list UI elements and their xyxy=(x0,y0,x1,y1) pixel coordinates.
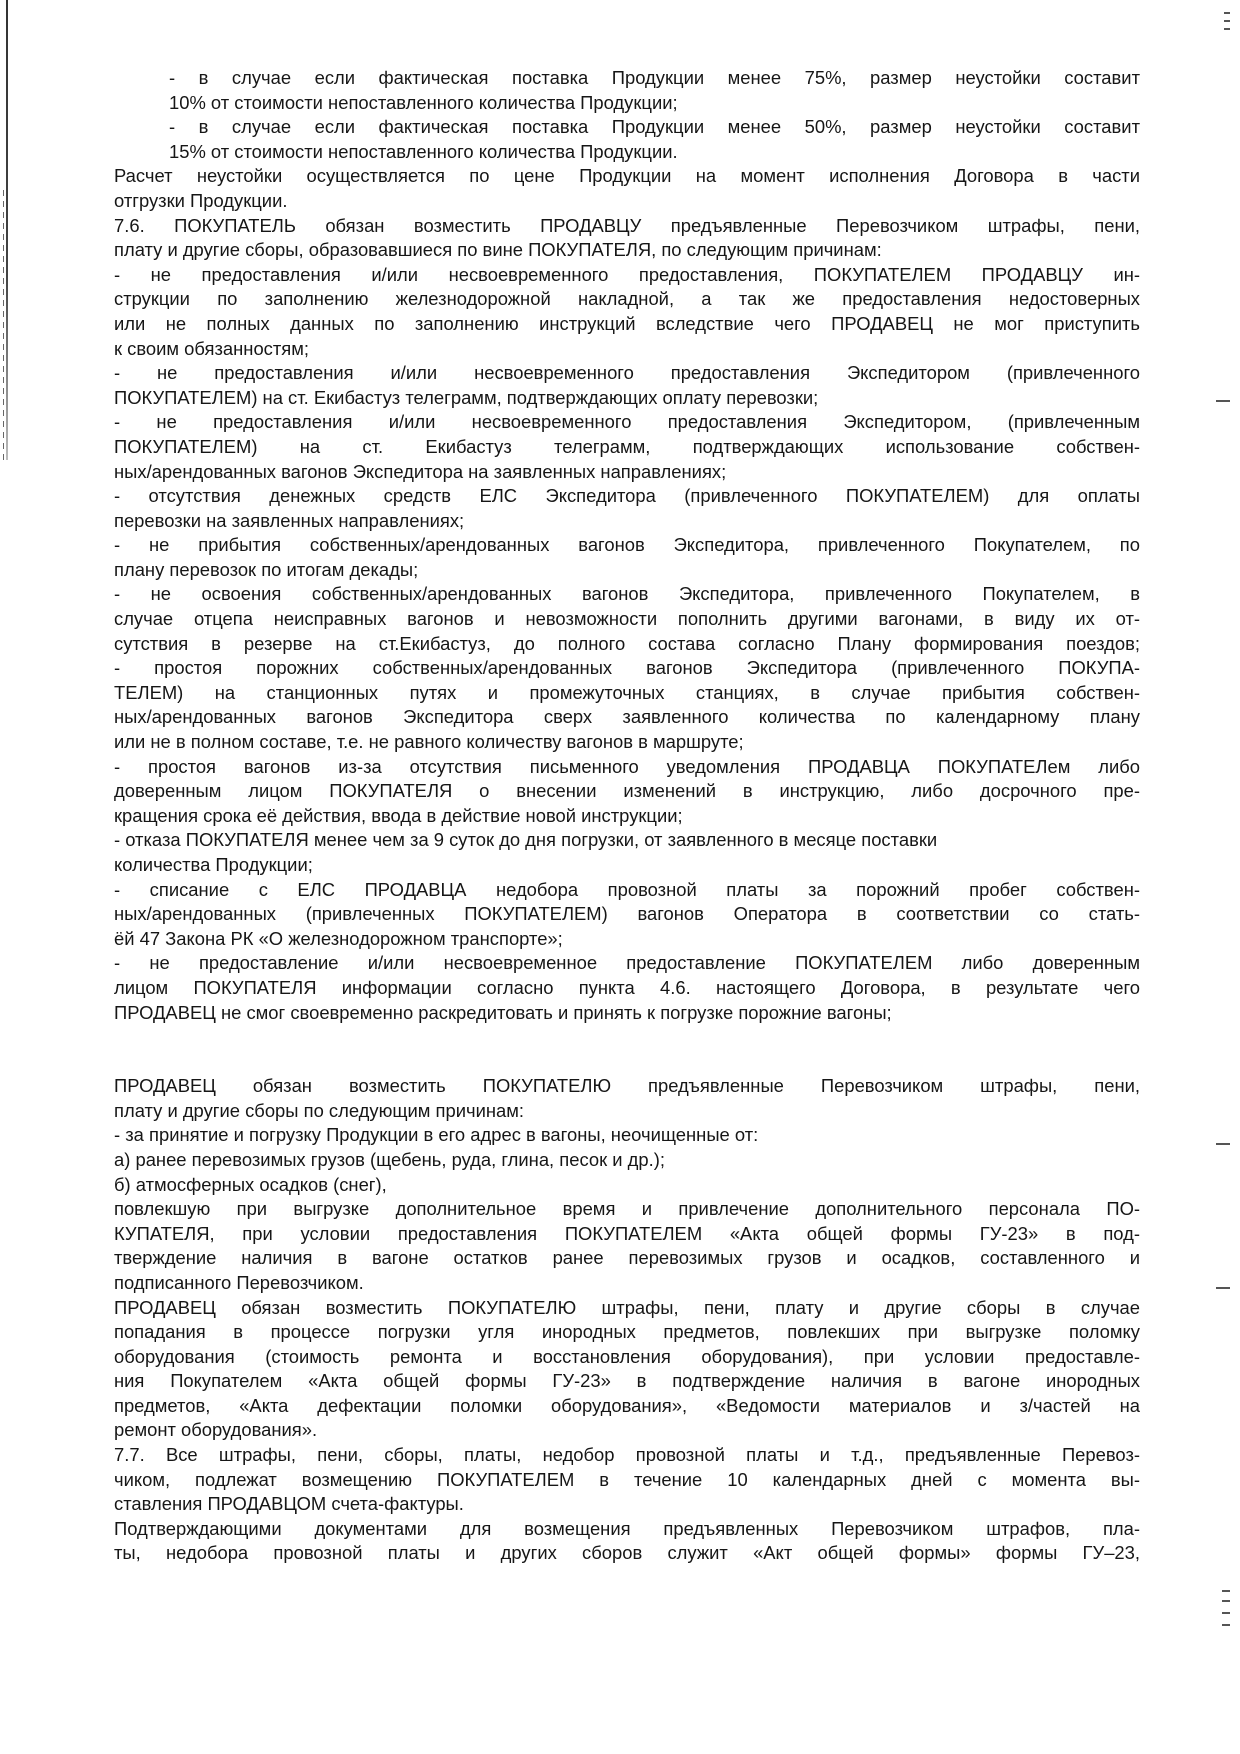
text-line: - простоя порожних собственных/арендованных вагонов Экспедитора (привлеченного ПОКУПА- xyxy=(114,657,1140,679)
text-line: ПРОДАВЕЦ обязан возместить ПОКУПАТЕЛЮ штрафы, пени, плату и другие сборы в случае xyxy=(114,1296,1140,1318)
blank-line xyxy=(114,1025,1140,1074)
text-line: ПРОДАВЕЦ не смог своевременно раскредитовать и принять к погрузке порожние вагоны; xyxy=(114,1001,892,1023)
text-line: плану перевозок по итогам декады; xyxy=(114,558,419,580)
text-line: 7.7. Все штрафы, пени, сборы, платы, недобор провозной платы и т.д., предъявленные Перевоз- xyxy=(114,1444,1140,1466)
text-line: количества Продукции; xyxy=(114,854,313,875)
text-line: - за принятие и погрузку Продукции в его адрес в вагоны, неочищенные от: xyxy=(114,1124,759,1146)
text-line: - не освоения собственных/арендованных вагонов Экспедитора, привлеченного Покупателем, в xyxy=(114,583,1140,605)
text-line: ставления ПРОДАВЦОМ счета-фактуры. xyxy=(114,1493,464,1515)
text-line: - отказа ПОКУПАТЕЛЯ менее чем за 9 суток до дня погрузки, от заявленного в месяце поставки xyxy=(114,829,938,851)
text-line: - не прибытия собственных/арендованных вагонов Экспедитора, привлеченного Покупателем, по xyxy=(114,534,1140,556)
text-line: ты, недобора провозной платы и других сборов служит «Акт общей формы» формы ГУ–23, xyxy=(114,1542,1140,1564)
text-line: 7.6. ПОКУПАТЕЛЬ обязан возместить ПРОДАВЦУ предъявленные Перевозчиком штрафы, пени, xyxy=(114,214,1140,236)
text-line: ПОКУПАТЕЛЕМ) на ст. Екибастуз телеграмм, подтверждающих оплату перевозки; xyxy=(114,386,819,408)
text-line: подписанного Перевозчиком. xyxy=(114,1271,364,1293)
text-line: ремонт оборудования». xyxy=(114,1419,318,1441)
text-line: к своим обязанностям; xyxy=(114,337,310,359)
document-page xyxy=(114,66,1140,1566)
text-line: - не предоставления и/или несвоевременного предоставления Экспедитором, (привлеченным xyxy=(114,411,1140,433)
text-line: ных/арендованных вагонов Экспедитора на заявленных направлениях; xyxy=(114,460,727,482)
text-line: случае отцепа неисправных вагонов и невозможности пополнить другими вагонами, в виду их от- xyxy=(114,608,1140,630)
text-line: ПОКУПАТЕЛЕМ) на ст. Екибастуз телеграмм, подтверждающих использование собствен- xyxy=(114,435,1140,457)
text-line: - не предоставление и/или несвоевременное предоставление ПОКУПАТЕЛЕМ либо доверенным xyxy=(114,952,1140,974)
text-line: - в случае если фактическая поставка Продукции менее 75%, размер неустойки составит xyxy=(169,67,1140,88)
text-line: лицом ПОКУПАТЕЛЯ информации согласно пункта 4.6. настоящего Договора, в результате чего xyxy=(114,976,1140,998)
text-line: - простоя вагонов из-за отсутствия письменного уведомления ПРОДАВЦА ПОКУПАТЕЛем либо xyxy=(114,755,1140,777)
text-line: кращения срока её действия, ввода в действие новой инструкции; xyxy=(114,804,683,826)
text-line: КУПАТЕЛЯ, при условии предоставления ПОКУПАТЕЛЕМ «Акта общей формы ГУ-23» в под- xyxy=(114,1222,1140,1244)
text-line: предметов, «Акта дефектации поломки оборудования», «Ведомости материалов и з/частей на xyxy=(114,1394,1140,1416)
text-line: повлекшую при выгрузке дополнительное время и привлечение дополнительного персонала ПО- xyxy=(114,1198,1140,1220)
text-line: или не в полном составе, т.е. не равного количеству вагонов в маршруте; xyxy=(114,731,744,753)
text-line: ных/арендованных (привлеченных ПОКУПАТЕЛЕМ) вагонов Оператора в соответствии со стать- xyxy=(114,903,1140,925)
text-line: перевозки на заявленных направлениях; xyxy=(114,509,465,531)
text-line: Расчет неустойки осуществляется по цене Продукции на момент исполнения Договора в части xyxy=(114,165,1140,187)
text-line: ных/арендованных вагонов Экспедитора сверх заявленного количества по календарному плану xyxy=(114,706,1140,728)
text-line: - отсутствия денежных средств ЕЛС Экспедитора (привлеченного ПОКУПАТЕЛЕМ) для оплаты xyxy=(114,485,1140,507)
text-line: тверждение наличия в вагоне остатков ранее перевозимых грузов и осадков, составленного и xyxy=(114,1247,1140,1269)
text-line: б) атмосферных осадков (снег), xyxy=(114,1173,387,1195)
text-line: ния Покупателем «Акта общей формы ГУ-23» в подтверждение наличия в вагоне инородных xyxy=(114,1370,1140,1392)
text-line: попадания в процессе погрузки угля инородных предметов, повлекших при выгрузке поломку xyxy=(114,1321,1140,1343)
text-line: плату и другие сборы по следующим причинам: xyxy=(114,1099,524,1121)
text-line: - не предоставления и/или несвоевременного предоставления Экспедитором (привлеченного xyxy=(114,362,1140,384)
text-line: или не полных данных по заполнению инструкций вследствие чего ПРОДАВЕЦ не мог приступить xyxy=(114,312,1140,334)
text-line: ТЕЛЕМ) на станционных путях и промежуточных станциях, в случае прибытия собствен- xyxy=(114,681,1140,703)
text-line: ПРОДАВЕЦ обязан возместить ПОКУПАТЕЛЮ предъявленные Перевозчиком штрафы, пени, xyxy=(114,1075,1140,1097)
text-line: струкции по заполнению железнодорожной накладной, а так же предоставления недостоверных xyxy=(114,288,1140,310)
text-line: а) ранее перевозимых грузов (щебень, руда, глина, песок и др.); xyxy=(114,1148,665,1170)
text-line: оборудования (стоимость ремонта и восстановления оборудования), при условии предоставле- xyxy=(114,1345,1140,1367)
scan-edge-marks xyxy=(3,190,4,460)
text-line: плату и другие сборы, образовавшиеся по вине ПОКУПАТЕЛЯ, по следующим причинам: xyxy=(114,239,882,261)
scan-edge-line xyxy=(6,0,8,460)
text-line: доверенным лицом ПОКУПАТЕЛЯ о внесении изменений в инструкцию, либо досрочного пре- xyxy=(114,780,1140,802)
text-line: сутствия в резерве на ст.Екибастуз, до полного состава согласно Плану формирования поездов; xyxy=(114,632,1140,654)
text-line: чиком, подлежат возмещению ПОКУПАТЕЛЕМ в течение 10 календарных дней с момента вы- xyxy=(114,1468,1140,1490)
text-line: 10% от стоимости непоставленного количества Продукции; xyxy=(169,91,678,113)
text-line: - в случае если фактическая поставка Продукции менее 50%, размер неустойки составит xyxy=(169,116,1140,138)
text-line: - не предоставления и/или несвоевременного предоставления, ПОКУПАТЕЛЕМ ПРОДАВЦУ ин- xyxy=(114,263,1140,285)
text-line: Подтверждающими документами для возмещения предъявленных Перевозчиком штрафов, пла- xyxy=(114,1517,1140,1539)
text-line: отгрузки Продукции. xyxy=(114,189,288,211)
right-margin-marks xyxy=(1210,0,1230,1754)
text-line: 15% от стоимости непоставленного количества Продукции. xyxy=(169,140,678,162)
text-line: - списание с ЕЛС ПРОДАВЦА недобора провозной платы за порожний пробег собствен- xyxy=(114,878,1140,900)
text-line: ёй 47 Закона РК «О железнодорожном транспорте»; xyxy=(114,927,563,949)
